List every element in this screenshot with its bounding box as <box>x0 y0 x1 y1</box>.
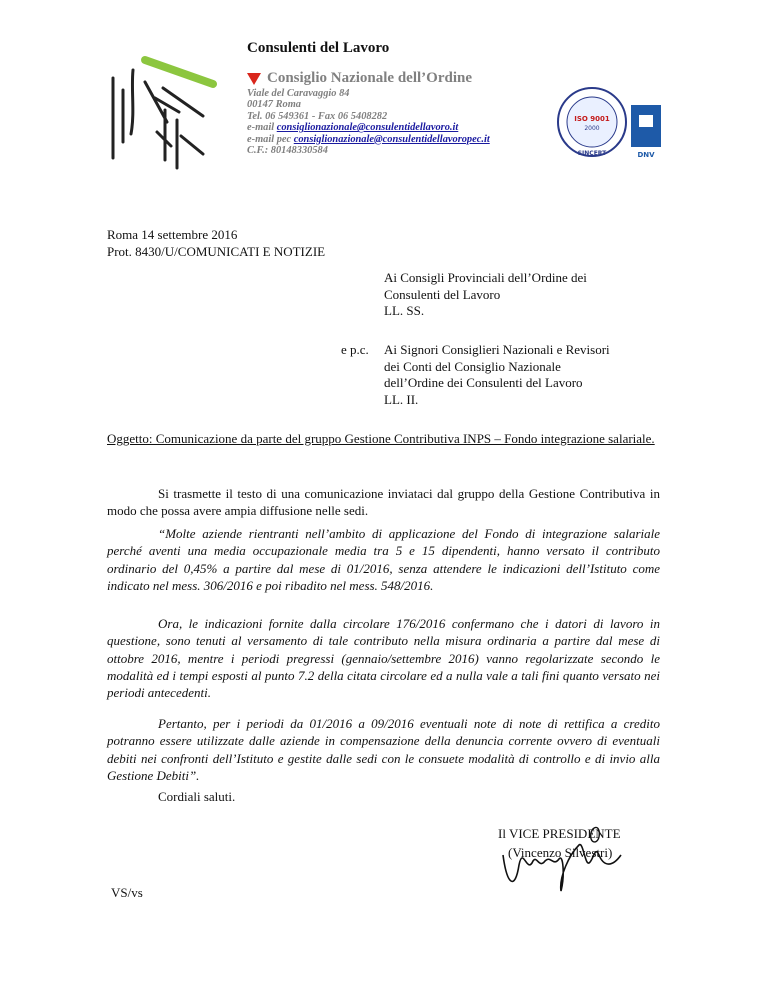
cc-recipient-line: dell’Ordine dei Consulenti del Lavoro <box>384 375 583 390</box>
pec-label: e-mail pec <box>247 133 294 145</box>
city: 00147 Roma <box>247 99 301 111</box>
protocol-number: Prot. 8430/U/COMUNICATI E NOTIZIE <box>107 243 326 259</box>
pec-link[interactable]: consiglionazionale@consulentidellavoropec.it <box>293 133 490 145</box>
svg-text:2000: 2000 <box>584 125 600 132</box>
cert-sincert-label: SINCERT <box>577 150 607 157</box>
quote-paragraph-2: Ora, le indicazioni fornite dalla circolare 176/2016 confermano che i datori di lavoro in questione, sono tenuti al versamento di tale contributo nella misura ordinaria a partire dal mese di ottobre 2016, mentre i periodi pregressi (gennaio/settembre 2016) vanno regolarizzate secondo le modalità ed i tempi esposti al punto 7.2 della citata circolare ed a nulla vale a tali fini quanto versato nei periodi antecedenti. <box>107 616 660 701</box>
organization-line <box>247 70 472 87</box>
cc-recipients <box>384 342 610 408</box>
letterhead-title: Consulenti del Lavoro <box>247 40 390 56</box>
cc-recipient-line: Ai Signori Consiglieri Nazionali e Revisori <box>384 342 610 357</box>
recipients <box>384 270 587 320</box>
signer-role: Il VICE PRESIDENTE <box>498 826 621 841</box>
pec-line <box>247 134 490 145</box>
quote-paragraph-3: Pertanto, per i periodi da 01/2016 a 09/2016 eventuali note di note di rettifica a credito potranno essere utilizzate dalle aziende in compensazione della denuncia corrente ovvero di eventuali debiti nei confronti dell’Istituto e gestite dalle sedi con le consuete modalità di controllo e di invio alla Gestione Debiti”. <box>107 716 660 783</box>
quality-certification-logo-icon <box>555 85 665 160</box>
date-protocol <box>107 227 325 260</box>
address: Viale del Caravaggio 84 <box>247 88 350 99</box>
phone-fax: Tel. 06 549361 - Fax 06 5408282 <box>247 110 388 122</box>
tax-code: C.F.: 80148330584 <box>247 145 328 157</box>
organization-name: Consiglio Nazionale dell’Ordine <box>267 70 473 86</box>
quote-paragraph-1: “Molte aziende rientranti nell’ambito di applicazione del Fondo di integrazione salariale perché aventi una media occupazionale media tra 5 e 15 dipendenti, hanno versato il contributo ordinario del 0,45% a partire dal mese di 01/2016, senza attendere le indicazioni dell’Istituto come indicato nel mess. 306/2016 e poi ribadito nel mess. 548/2016. <box>107 526 660 593</box>
cc-recipient-line: dei Conti del Consiglio Nazionale <box>384 358 561 374</box>
cert-dnv-label: DNV <box>637 151 655 159</box>
contact-block <box>247 88 490 156</box>
reference-initials: VS/vs <box>111 885 143 900</box>
cc-recipient-line: LL. II. <box>384 391 419 407</box>
recipient-line: Ai Consigli Provinciali dell’Ordine dei <box>384 270 587 285</box>
subject-line <box>107 430 660 447</box>
email-link[interactable]: consiglionazionale@consulentidellavoro.it <box>276 122 459 134</box>
email-label: e-mail <box>247 122 277 134</box>
intro-paragraph: Si trasmette il testo di una comunicazione inviataci dal gruppo della Gestione Contributiva in modo che possa avere ampia diffusione nelle sedi. <box>107 486 660 519</box>
signer-name: (Vincenzo Silvestri) <box>508 845 613 860</box>
recipient-line: LL. SS. <box>384 303 425 318</box>
email-line <box>247 122 490 133</box>
recipient-line: Consulenti del Lavoro <box>384 286 501 302</box>
closing: Cordiali saluti. <box>158 789 236 804</box>
date: Roma 14 settembre 2016 <box>107 227 238 242</box>
cc-label: e p.c. <box>341 342 369 357</box>
organization-logo-icon <box>105 50 225 170</box>
svg-text:ISO 9001: ISO 9001 <box>574 115 610 123</box>
subject-text: Oggetto: Comunicazione da parte del gruppo Gestione Contributiva INPS – Fondo integrazione salariale. <box>107 431 655 446</box>
red-triangle-icon <box>247 73 261 85</box>
